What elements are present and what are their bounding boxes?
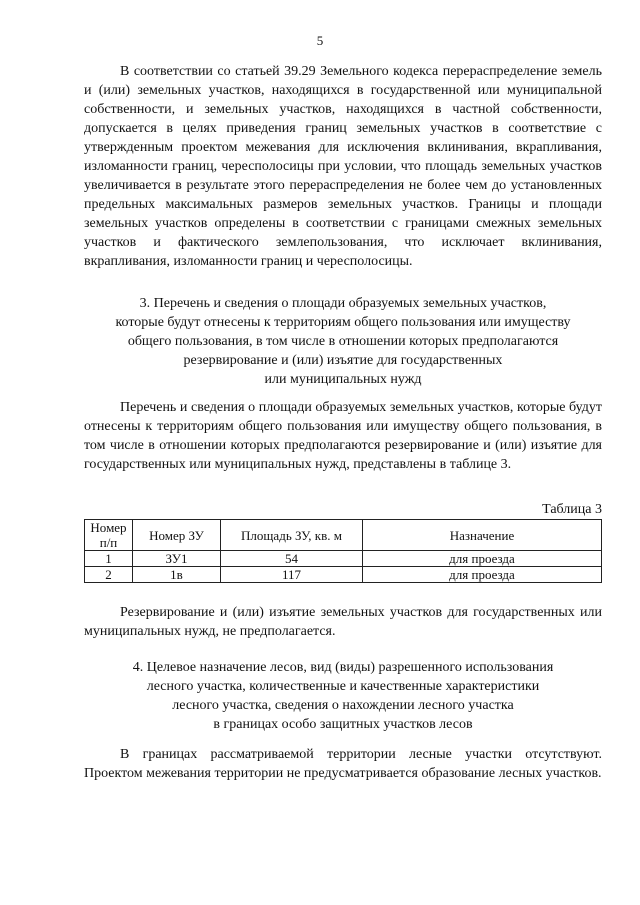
section-3-heading-line: резервирование и (или) изъятие для государственных bbox=[183, 353, 503, 368]
section-3-heading-line: или муниципальных нужд bbox=[264, 372, 422, 387]
cell-plot-number: 1в bbox=[133, 567, 221, 583]
table-row bbox=[85, 551, 602, 567]
section-4-heading-line: лесного участка, количественные и качественные характеристики bbox=[146, 679, 540, 694]
section-3-heading bbox=[84, 294, 602, 389]
paragraph-table-intro: Перечень и сведения о площади образуемых земельных участков, которые будут отнесены к территориям общего пользования или имуществу общего пользования, в том числе в отношении которых предполагаются резервирование и (или) изъятие для государственных или муниципальных нужд, представлены в таблице 3. bbox=[84, 400, 602, 472]
cell-area: 54 bbox=[221, 551, 363, 567]
cell-row-number: 2 bbox=[85, 567, 133, 583]
section-3-heading-line: общего пользования, в том числе в отношении которых предполагаются bbox=[127, 334, 559, 349]
cell-area: 117 bbox=[221, 567, 363, 583]
header-row-number: Номер п/п bbox=[85, 520, 133, 551]
table-caption: Таблица 3 bbox=[542, 502, 602, 517]
cell-purpose: для проезда bbox=[363, 551, 602, 567]
cell-row-number: 1 bbox=[85, 551, 133, 567]
paragraph-forest-plots: В границах рассматриваемой территории лесные участки отсутствуют. Проектом межевания территории не предусматривается образование лесных участков. bbox=[84, 747, 602, 781]
section-4-heading-line: в границах особо защитных участков лесов bbox=[213, 717, 473, 732]
page-number: 5 bbox=[316, 33, 324, 48]
table-row bbox=[85, 567, 602, 583]
cell-plot-number: ЗУ1 bbox=[133, 551, 221, 567]
section-4-heading-line: лесного участка, сведения о нахождении лесного участка bbox=[172, 698, 514, 713]
section-3-heading-line: 3. Перечень и сведения о площади образуемых земельных участков, bbox=[139, 296, 547, 311]
table-header-row bbox=[85, 520, 602, 551]
header-area: Площадь ЗУ, кв. м bbox=[221, 520, 363, 551]
header-plot-number: Номер ЗУ bbox=[133, 520, 221, 551]
section-3-heading-line: которые будут отнесены к территориям общего пользования или имуществу bbox=[115, 315, 571, 330]
paragraph-redistribution: В соответствии со статьей 39.29 Земельного кодекса перераспределение земель и (или) земельных участков, находящихся в государственной или муниципальной собственности, и земельных участков, находящихся в частной собственности, допускается в целях приведения границ земельных участков в соответствие с утвержденным проектом межевания для исключения вклинивания, вкрапливания, изломанности границ, чересполосицы при условии, что площадь земельных участков увеличивается в результате этого перераспределения не более чем до установленных предельных максимальных размеров земельных участков. Границы и площади земельных участков определены в соответствии с границами смежных земельных участков и фактического землепользования, что исключает вклинивания, вкрапливания, изломанности границ и чересполосицы. bbox=[84, 64, 602, 269]
table-3 bbox=[84, 519, 602, 583]
cell-purpose: для проезда bbox=[363, 567, 602, 583]
header-purpose: Назначение bbox=[363, 520, 602, 551]
section-4-heading-line: 4. Целевое назначение лесов, вид (виды) разрешенного использования bbox=[132, 660, 554, 675]
section-4-heading bbox=[84, 658, 602, 734]
paragraph-reservation: Резервирование и (или) изъятие земельных участков для государственных или муниципальных нужд, не предполагается. bbox=[84, 605, 602, 639]
